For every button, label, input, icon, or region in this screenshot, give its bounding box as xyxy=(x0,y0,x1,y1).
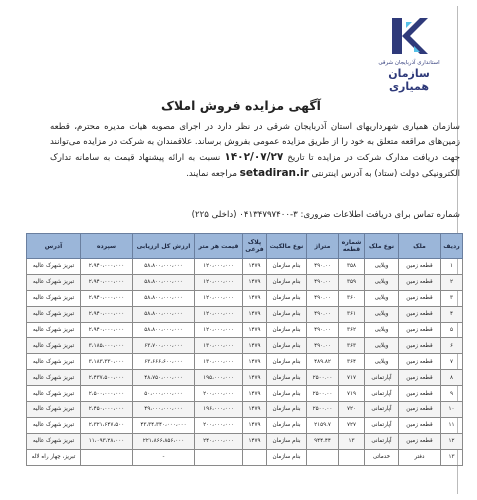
table-cell: ۴۹،۰۰۰،۰۰۰،۰۰۰ xyxy=(133,402,195,418)
table-cell: ۱۱،۰۹۳،۲۸،۰۰۰ xyxy=(81,433,133,449)
table-cell: ۲،۹۴۰،۰۰۰،۰۰۰ xyxy=(81,290,133,306)
table-cell: ۲۴۰،۰۰۰،۰۰۰ xyxy=(195,433,243,449)
table-cell: ۶۳،۶۶۶،۶۰۰،۰۰۰ xyxy=(133,354,195,370)
announcement-body xyxy=(50,120,460,182)
table-cell: ۸ xyxy=(441,370,463,386)
table-cell: ۲۲۱،۸۶۶،۸۵۶،۰۰۰ xyxy=(133,433,195,449)
body-paragraph-1: سازمان همیاری شهرداریهای استان آذربایجان شرقی در نظر دارد در اجرای مصوبه هیات مدیره محترم، قطعه زمین‌های مراقعه متعلق به خود را از طریق مزایده عمومی بفروش برساند. علاقمندان به شرکت در مزایده می‌توانند جهت دریافت مدارک شرکت در مزایده تا تاریخ xyxy=(50,122,461,163)
table-cell: ۱۴۷۹ xyxy=(243,274,267,290)
table-cell: قطعه زمین xyxy=(399,354,441,370)
table-cell: آپارتمانی xyxy=(365,386,399,402)
table-cell: تبریز، چهار راه لاله xyxy=(27,449,81,465)
table-cell: بنام سازمان xyxy=(267,274,307,290)
table-cell: ۳۶۰ xyxy=(339,290,365,306)
table-cell: بنام سازمان xyxy=(267,417,307,433)
table-cell: ۲،۵۰۰،۰۰۰،۰۰۰ xyxy=(81,386,133,402)
table-cell: ۳۶۱ xyxy=(339,306,365,322)
column-header: قیمت هر متر xyxy=(195,234,243,259)
table-cell: ۴۸،۷۵۰،۰۰۰،۰۰۰ xyxy=(133,370,195,386)
table-cell: قطعه زمین xyxy=(399,433,441,449)
table-cell: تبریز شهرک عالیه xyxy=(27,370,81,386)
table-cell: ۵۸،۸۰۰،۰۰۰،۰۰۰ xyxy=(133,259,195,275)
table-cell: بنام سازمان xyxy=(267,354,307,370)
table-row xyxy=(27,322,463,338)
table-cell: بنام سازمان xyxy=(267,322,307,338)
table-cell: قطعه زمین xyxy=(399,402,441,418)
organization-logo xyxy=(367,12,451,94)
table-cell: - xyxy=(133,449,195,465)
column-header: نوع مالکیت xyxy=(267,234,307,259)
contact-info: شماره تماس برای دریافت اطلاعات ضروری: ۳-۰۴۱۳۴۷۹۷۴۰۰ (داخلی ۲۲۵) xyxy=(191,210,460,220)
table-cell: تبریز شهرک عالیه xyxy=(27,259,81,275)
table-cell: ۲۱۵۹.۷ xyxy=(307,417,339,433)
table-cell: ۳۵۹ xyxy=(339,274,365,290)
table-cell: ۱۳ xyxy=(441,449,463,465)
table-cell: تبریز شهرک عالیه xyxy=(27,386,81,402)
table-cell: ۱۲ xyxy=(441,433,463,449)
table-cell: ۹ xyxy=(441,386,463,402)
table-cell: ویلایی xyxy=(365,274,399,290)
table-cell: ۲ xyxy=(441,274,463,290)
table-cell: ۲،۳۲۱،۶۴۷،۵۰۰ xyxy=(81,417,133,433)
table-cell: ۱۴۷۹ xyxy=(243,433,267,449)
table-cell: بنام سازمان xyxy=(267,259,307,275)
table-row xyxy=(27,259,463,275)
table-cell: ۲،۴۵۰،۰۰۰،۰۰۰ xyxy=(81,402,133,418)
table-cell: ویلایی xyxy=(365,306,399,322)
table-cell: ۳،۱۸۳،۳۳۰،۰۰۰ xyxy=(81,354,133,370)
table-row xyxy=(27,274,463,290)
table-cell: تبریز شهرک عالیه xyxy=(27,338,81,354)
table-cell: ۶۳،۷۰۰،۰۰۰،۰۰۰ xyxy=(133,338,195,354)
table-cell: ۵ xyxy=(441,322,463,338)
column-header: متراژ xyxy=(307,234,339,259)
table-cell: تبریز شهرک عالیه xyxy=(27,354,81,370)
table-row xyxy=(27,402,463,418)
table-cell: ۳۵۸ xyxy=(339,259,365,275)
table-cell: تبریز شهرک عالیه xyxy=(27,306,81,322)
table-cell: بنام سازمان xyxy=(267,338,307,354)
table-cell: ۵۰،۰۰۰،۰۰۰،۰۰۰ xyxy=(133,386,195,402)
table-cell: ۱۲۰،۰۰۰،۰۰۰ xyxy=(195,290,243,306)
column-header: شماره قطعه xyxy=(339,234,365,259)
table-row xyxy=(27,386,463,402)
table-cell: ۵۸،۸۰۰،۰۰۰،۰۰۰ xyxy=(133,274,195,290)
table-cell: ۷۲۰ xyxy=(339,402,365,418)
table-row xyxy=(27,306,463,322)
table-cell xyxy=(195,449,243,465)
table-cell: ۱۲۰،۰۰۰،۰۰۰ xyxy=(195,259,243,275)
column-header: سپرده xyxy=(81,234,133,259)
table-cell: قطعه زمین xyxy=(399,417,441,433)
table-cell: ۱۲۰،۰۰۰،۰۰۰ xyxy=(195,322,243,338)
table-cell: ۳ xyxy=(441,290,463,306)
column-header: نوع ملک xyxy=(365,234,399,259)
table-cell: ۱۴۷۹ xyxy=(243,354,267,370)
website-link[interactable]: setadiran.ir xyxy=(239,167,309,179)
table-cell: ۱۹۶،۰۰۰،۰۰۰ xyxy=(195,402,243,418)
table-cell: بنام سازمان xyxy=(267,370,307,386)
table-cell: تبریز شهرک عالیه xyxy=(27,433,81,449)
table-cell: ۱۳ xyxy=(339,433,365,449)
logo-emblem-icon xyxy=(386,12,432,60)
table-header-row xyxy=(27,234,463,259)
table-cell: بنام سازمان xyxy=(267,386,307,402)
table-cell: ۱۴۷۹ xyxy=(243,290,267,306)
table-cell: ۱۴۷۹ xyxy=(243,322,267,338)
table-cell: ۷۲۷ xyxy=(339,417,365,433)
table-cell: ۴ xyxy=(441,306,463,322)
table-cell: قطعه زمین xyxy=(399,306,441,322)
table-cell: ۲،۴۳۷،۵۰۰،۰۰۰ xyxy=(81,370,133,386)
table-row xyxy=(27,449,463,465)
table-cell: ۵۸،۸۰۰،۰۰۰،۰۰۰ xyxy=(133,306,195,322)
table-cell: ۴۸۹.۸۲ xyxy=(307,354,339,370)
table-cell: ۵۸،۸۰۰،۰۰۰،۰۰۰ xyxy=(133,290,195,306)
column-header: آدرس xyxy=(27,234,81,259)
table-cell: ۳۶۴ xyxy=(339,354,365,370)
table-cell: ۱۹۵،۰۰۰،۰۰۰ xyxy=(195,370,243,386)
table-cell: ۷۱۷ xyxy=(339,370,365,386)
table-cell: ۲۰۰،۰۰۰،۰۰۰ xyxy=(195,417,243,433)
table-cell: بنام سازمان xyxy=(267,402,307,418)
table-cell: ۳،۱۸۵،۰۰۰،۰۰۰ xyxy=(81,338,133,354)
table-cell: آپارتمانی xyxy=(365,402,399,418)
table-cell: ویلایی xyxy=(365,259,399,275)
table-cell: ۲،۹۴۰،۰۰۰،۰۰۰ xyxy=(81,274,133,290)
table-cell: قطعه زمین xyxy=(399,274,441,290)
table-cell: ۵۸،۸۰۰،۰۰۰،۰۰۰ xyxy=(133,322,195,338)
column-header: ارزش کل ارزیابی xyxy=(133,234,195,259)
table-cell: ۷ xyxy=(441,354,463,370)
table-cell: ۱۰ xyxy=(441,402,463,418)
table-cell: ۱۱ xyxy=(441,417,463,433)
table-cell: ۴۹۰.۰۰ xyxy=(307,338,339,354)
table-cell xyxy=(339,449,365,465)
table-cell: بنام سازمان xyxy=(267,433,307,449)
table-cell: ۱۲۰،۰۰۰،۰۰۰ xyxy=(195,274,243,290)
table-cell: ۱۳۰،۰۰۰،۰۰۰ xyxy=(195,354,243,370)
table-cell xyxy=(243,449,267,465)
table-cell: ۱۴۷۹ xyxy=(243,370,267,386)
table-cell: قطعه زمین xyxy=(399,338,441,354)
column-header: ردیف xyxy=(441,234,463,259)
deadline-date: ۱۴۰۲/۰۷/۲۷ xyxy=(224,151,284,163)
table-cell: آپارتمانی xyxy=(365,417,399,433)
table-cell: ۱۳۰،۰۰۰،۰۰۰ xyxy=(195,338,243,354)
table-cell: بنام سازمان xyxy=(267,290,307,306)
table-cell: ۴۹۰.۰۰ xyxy=(307,322,339,338)
table-cell: ۴۹۰.۰۰ xyxy=(307,274,339,290)
table-cell: تبریز شهرک عالیه xyxy=(27,322,81,338)
table-cell: قطعه زمین xyxy=(399,322,441,338)
logo-subtitle: استانداری آذربایجان شرقی xyxy=(378,60,440,66)
table-cell: ۳۶۳ xyxy=(339,338,365,354)
table-cell: ۳۶۲ xyxy=(339,322,365,338)
table-cell: ۲۵۰۰.۰۰ xyxy=(307,370,339,386)
table-cell: ۴۹۰.۰۰ xyxy=(307,306,339,322)
table-row xyxy=(27,370,463,386)
table-cell: ۲۵۰۰.۰۰ xyxy=(307,386,339,402)
body-paragraph-2: نسبت به ارائه پیشنهاد قیمت به سامانه تدارک الکترونیکی دولت (ستاد) به آدرس اینترنتی xyxy=(50,153,460,179)
table-cell: ۲۵۰۰.۰۰ xyxy=(307,402,339,418)
table-cell: ۲۰۰،۰۰۰،۰۰۰ xyxy=(195,386,243,402)
table-cell xyxy=(307,449,339,465)
body-paragraph-3: مراجعه نمایند. xyxy=(186,169,237,179)
table-cell: تبریز شهرک عالیه xyxy=(27,402,81,418)
table-cell: ۱۴۷۹ xyxy=(243,259,267,275)
table-cell: ۲،۹۴۰،۰۰۰،۰۰۰ xyxy=(81,259,133,275)
table-cell: بنام سازمان xyxy=(267,306,307,322)
table-cell: ۱۴۷۹ xyxy=(243,402,267,418)
table-cell: قطعه زمین xyxy=(399,370,441,386)
table-cell: ۶ xyxy=(441,338,463,354)
table-cell: قطعه زمین xyxy=(399,386,441,402)
table-cell: دفتر xyxy=(399,449,441,465)
table-cell: ۱ xyxy=(441,259,463,275)
table-cell: ۴۹۰.۰۰ xyxy=(307,290,339,306)
table-row xyxy=(27,338,463,354)
table-cell: ویلایی xyxy=(365,290,399,306)
table-row xyxy=(27,290,463,306)
table-cell xyxy=(81,449,133,465)
column-header: پلاک فرعی xyxy=(243,234,267,259)
table-cell: ۱۴۷۹ xyxy=(243,338,267,354)
table-cell: تبریز شهرک عالیه xyxy=(27,290,81,306)
table-row xyxy=(27,354,463,370)
table-cell: ۱۴۷۹ xyxy=(243,386,267,402)
table-row xyxy=(27,417,463,433)
table-cell: ویلایی xyxy=(365,338,399,354)
table-cell: تبریز شهرک عالیه xyxy=(27,417,81,433)
logo-org-name: سازمان همیاری xyxy=(388,67,430,93)
table-cell: ۲،۹۴۰،۰۰۰،۰۰۰ xyxy=(81,306,133,322)
table-cell: آپارتمانی xyxy=(365,370,399,386)
table-cell: ۲،۹۴۰،۰۰۰،۰۰۰ xyxy=(81,322,133,338)
page-title: آگهی مزایده فروش املاک xyxy=(161,98,321,113)
table-cell: ۱۴۷۹ xyxy=(243,306,267,322)
property-table xyxy=(26,233,463,466)
table-cell: ۴۹۰.۰۰ xyxy=(307,259,339,275)
table-cell: ۱۲۰،۰۰۰،۰۰۰ xyxy=(195,306,243,322)
table-body xyxy=(27,259,463,466)
table-cell: ویلایی xyxy=(365,322,399,338)
table-cell: قطعه زمین xyxy=(399,290,441,306)
table-cell: ۴۳،۳۴،۳۴۰،۰۰۰،۰۰۰ xyxy=(133,417,195,433)
table-cell: خدماتی xyxy=(365,449,399,465)
table-cell: تبریز شهرک عالیه xyxy=(27,274,81,290)
table-cell: ۱۴۷۹ xyxy=(243,417,267,433)
column-header: ملک xyxy=(399,234,441,259)
table-cell: قطعه زمین xyxy=(399,259,441,275)
table-cell: ۷۱۹ xyxy=(339,386,365,402)
table-row xyxy=(27,433,463,449)
table-cell: ویلایی xyxy=(365,354,399,370)
table-cell: آپارتمانی xyxy=(365,433,399,449)
table-cell: ۹۴۴.۴۴ xyxy=(307,433,339,449)
table-cell: بنام سازمان xyxy=(267,449,307,465)
